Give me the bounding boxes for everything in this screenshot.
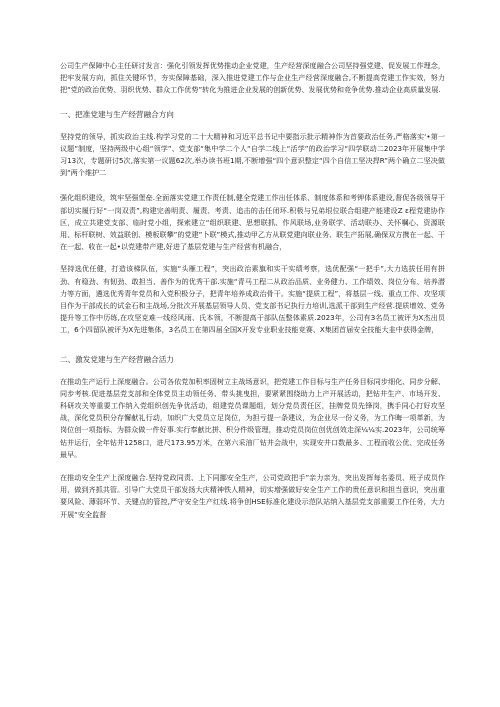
section-heading-1: 一、把准党建与生产经营融合方向 [60, 109, 174, 119]
section2-paragraph-1: 在推动生产运行上深度融合。公司各依党加积率固树立主战场意识，把党建工作目标与生产任务目标同步细化、同步分解、同步考核.促进基层党支部和全体党员主动领任务、带头挑曳担，要紧紧围绕助力上产开展活动，把钻井生产、市场开发、科研攻关等重要工作纳入党组织创先争优活动，组建党员课题组，划分党员责任区，挂牌党员先锋岗，携手同心打好攻坚战，深化党员积分存懈献礼行动，加织广大党员立足岗位，为担亏提一条建议，为企业尽一份义务，为工作晦一项革新，为岗位创一项指标、为群众做一件好事.实行奉献比拼、积分件级管理，推动党员岗位创优创效走深¼¼实.2023年，公司统筹钻井运行，全年钻井1258口，进尺173.95万米，在第六采油厂钻井会战中，实现安井口数最多、工程而收公优、完成任务最早。 [60, 376, 445, 459]
section1-paragraph-3: 坚持选优任健，打造该梯队伍，实施“头雁工程”，突出政治素旗和实干实绩考察，选优配强“一把手”,大力选拔任用有拼劲、有稳劲、有韧劲、敢担当、善作为的优秀干部.实施“青马工程二从政治品质、业务健力、工作绩效、岗位分布、培养潜力等方面，遴选优秀青年党员和入党积极分子，把青年培养成政治骨干。实施“提质工程”，将基层一线、重点工作、攻坚项目作为干部成长的试金石和主战场,分批次开展基层领导人员、党支部书记执行力培训,选派干部到生产经营.提质增效、党务提升等工作中历练,在攻坚克难一线经风雨、氏本领，不断提高干部队伍整体素质.2023年，公司有3名员工被评为X杰出员工，6个四留队被评为X先进集体，3名员工在第四届全国X开发专业职业技能竞赛、X集团首届安全技能大韭中获得金牌， [60, 264, 445, 335]
section2-paragraph-2: 在推动安全生产上深度融合.坚持党政同责、上下同挪安全生产，公司党政把手”亲力亲为，突出发挥每名委员、班子成员作用，做到齐抓共管。引导广大党员干部发扬大庆精神铁人精神，切实增强做好安全生产工作的贵任意识和担当意识，突出重要风险、薄弱环节、关键点的管控,严守安全生产红线.将争创HSE标准化建设示范队站纳入基层党支部重要工作任务，大力开展“安全监督 [60, 473, 445, 519]
section1-paragraph-1: 坚持党的领导，抓实政治主线.构学习党的二十大精神和习近平总书记中要指示批示精神作为首要政治任务,严格落实‘•第一议题”制度，坚持两级中心组“领学”、党支部“集中学二个人“自学二线上“活学”的政治学习“四学联动二2023年开展集中学习13次，专题研讨5次,落实第一议题62次,举办读书班1期,不断增强“四个意识整定“四个自信工坚决捍R”两个确立二坚决做到“两个维护二 [60, 131, 445, 178]
intro-paragraph: 公司生产保障中心主任研讨发言：强化引领发挥优势推动企业党建，生产经营深度融合公司坚持强党建、促发展工作理念，把牢发展方向，抓住关键环节，夯实保障基础，深入推进党建工作与企业生产经营深度融合,不断提高党建工作实效，努力把“党的政治优势、羽织优势、群众工作优势”转化为推进企业发展的创新优势、发展优势和竞争优势.推动企业高质量发展. [60, 61, 445, 95]
section-heading-2: 二、激发党建与生产经营融合活力 [60, 354, 174, 364]
section1-paragraph-2: 强化组织建设，筑牢坚强堡垒.全面落实党建工作责任制,健全党建工作出任体系、制度体系和考钾体系建设,督促各级领导干部切实履行好“一岗双责”,构建完善明责、履责、考责、追击的击任闭环.积极与兄弟垠位联合组建产能建设Z ε程党建协作区，成立共建党支部、临时党小组，探索建立“组织联建、思想联抓、作风联场,业务联学、活动联办、关怀嘱心、资源联用、标杆联树、效益联创、模板联攀”的党建”卜联”模式,推动甲乙方从联党建向联业务、联生产拓展,确保双方携在一起、干在一起、收在一起•以党建带产建,好进了基层党建与生产经营有机融合， [60, 193, 445, 252]
